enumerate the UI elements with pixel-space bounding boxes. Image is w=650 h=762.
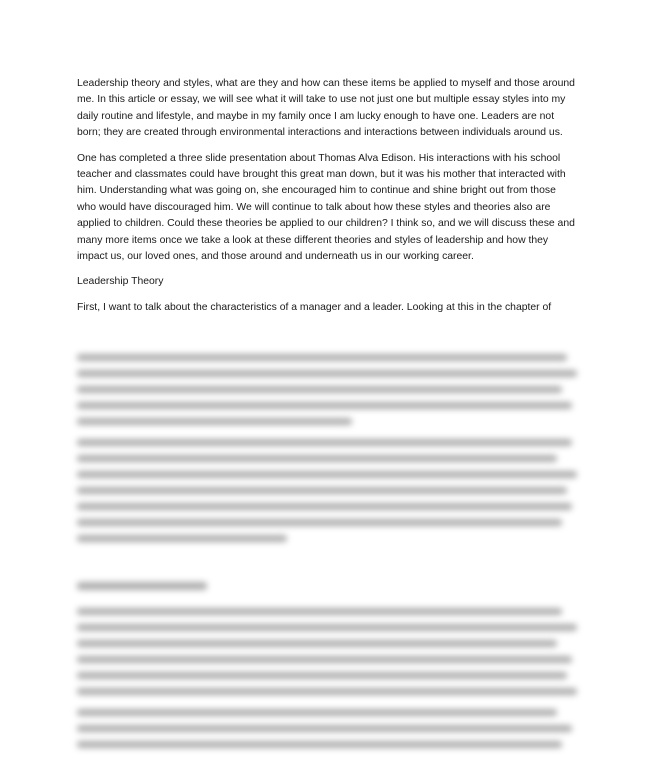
- document-body: [77, 76, 577, 316]
- section-heading: Leadership Theory: [77, 276, 164, 288]
- partial-visible-line: First, I want to talk about the characteristics of a manager and a leader. Looking at this in the chapter of: [77, 301, 552, 313]
- blurred-paragraph: [77, 439, 577, 542]
- edison-paragraph: One has completed a three slide presentation about Thomas Alva Edison. His interactions with his school teacher and classmates could have brought this great man down, but it was his mother that interacted with him. Understanding what was going on, she encouraged him to continue and shine bright out from those who would have discouraged him. We will continue to talk about how these styles and theories also are applied to children. Could these theories be applied to our children? I think so, and we will discuss these and many more items once we take a look at these different theories and styles of leadership and how they impact us, our loved ones, and those around and underneath us in our working career.: [77, 152, 575, 263]
- blurred-heading: [77, 582, 207, 590]
- blurred-preview-region: [77, 354, 577, 762]
- blurred-paragraph: [77, 709, 577, 748]
- blurred-paragraph: [77, 354, 577, 425]
- intro-paragraph: Leadership theory and styles, what are they and how can these items be applied to myself and those around me. In this article or essay, we will see what it will take to use not just one but multiple essay styles into my daily routine and lifestyle, and maybe in my family once I am lucky enough to have one. Leaders are not born; they are created through environmental interactions and interactions between individuals around us.: [77, 78, 575, 139]
- blurred-paragraph: [77, 608, 577, 695]
